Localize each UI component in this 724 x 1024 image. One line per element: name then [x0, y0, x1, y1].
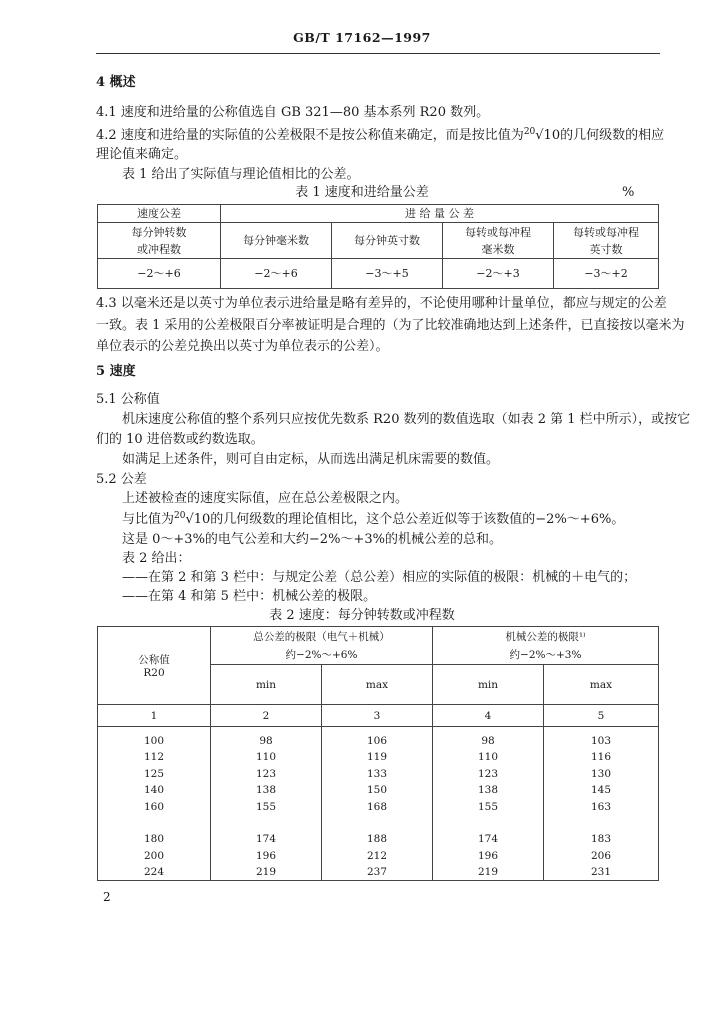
table2-max-header: max	[544, 665, 659, 705]
table2-col-number: 1	[98, 705, 211, 727]
table2-cell: 116	[544, 749, 659, 766]
table2-cell: 140	[98, 782, 211, 799]
table2-cell: 100	[98, 733, 211, 750]
table2-row	[98, 766, 659, 783]
table2-min-header: min	[211, 665, 322, 705]
table2-cell: 219	[433, 864, 544, 881]
section-4-heading: 4 概述	[96, 75, 136, 90]
table2-row	[98, 831, 659, 848]
table1-col2-header: 每分钟毫米数	[221, 223, 332, 259]
para-4-2-line1: 4.2 速度和进给量的实际值的公差极限不是按公称值来确定，而是按比值为$^{20}$√10的几何级数的相应	[96, 127, 665, 143]
heading-5-2: 5.2 公差	[96, 472, 147, 487]
para-5-2-line2: 与比值为$^{20}$√10的几何级数的理论值相比，这个总公差近似等于该数值的−2%～+6%。	[122, 511, 625, 527]
table2-cell: 180	[98, 831, 211, 848]
table1-cell: −3～+2	[554, 259, 659, 289]
table2-cell: 196	[211, 848, 322, 865]
table1-col4-header: 每转或每冲程 毫米数	[443, 223, 554, 259]
table2-row	[98, 864, 659, 881]
table2-cell: 163	[544, 799, 659, 816]
para-4-3-line1: 4.3 以毫米还是以英寸为单位表示进给量是略有差异的，不论使用哪种计量单位，都应与规定的公差	[96, 296, 667, 311]
header-rule	[96, 53, 660, 54]
table-1	[97, 204, 659, 289]
table2-mech-header-line2: 约−2%～+3%	[433, 646, 659, 665]
table2-row	[98, 749, 659, 766]
table1-cell: −2～+3	[443, 259, 554, 289]
table-2	[97, 626, 659, 881]
table1-cell: −2～+6	[98, 259, 221, 289]
table2-cell: 219	[211, 864, 322, 881]
para-5-2-line5: ——在第 2 和第 3 栏中：与规定公差（总公差）相应的实际值的极限：机械的＋电气的；	[122, 570, 637, 585]
table2-row	[98, 782, 659, 799]
table2-cell: 110	[433, 749, 544, 766]
table2-cell: 188	[322, 831, 433, 848]
para-5-1-line1: 机床速度公称值的整个系列只应按优先数系 R20 数列的数值选取（如表 2 第 1 栏中所示），或按它	[122, 412, 691, 427]
table2-cell: 106	[322, 733, 433, 750]
table2-row	[98, 848, 659, 865]
table2-cell: 110	[211, 749, 322, 766]
table1-cell: −3～+5	[332, 259, 443, 289]
table2-cell: 231	[544, 864, 659, 881]
table2-cell: 103	[544, 733, 659, 750]
table1-col3-header: 每分钟英寸数	[332, 223, 443, 259]
table2-cell: 196	[433, 848, 544, 865]
table2-row	[98, 799, 659, 816]
table2-cell: 168	[322, 799, 433, 816]
page-number: 2	[103, 890, 111, 904]
table2-col-number: 5	[544, 705, 659, 727]
table2-cell: 224	[98, 864, 211, 881]
table1-unit: %	[622, 185, 635, 200]
table1-caption: 表 1 速度和进给量公差	[295, 185, 429, 200]
table2-col-number: 4	[433, 705, 544, 727]
para-5-2-line6: ——在第 4 和第 5 栏中：机械公差的极限。	[122, 589, 377, 604]
table2-cell: 174	[211, 831, 322, 848]
table2-cell: 133	[322, 766, 433, 783]
para-4-2-line3: 表 1 给出了实际值与理论值相比的公差。	[122, 167, 360, 182]
table2-cell: 145	[544, 782, 659, 799]
table2-cell: 200	[98, 848, 211, 865]
running-header: GB/T 17162—1997	[293, 30, 431, 45]
para-5-1-line3: 如满足上述条件，则可自由定标，从而选出满足机床需要的数值。	[122, 452, 500, 467]
table2-cell: 206	[544, 848, 659, 865]
para-4-3-line2: 一致。表 1 采用的公差极限百分率被证明是合理的（为了比较准确地达到上述条件，已直接按以毫米为	[96, 318, 685, 333]
para-5-2-line4: 表 2 给出：	[122, 551, 191, 566]
table2-cell: 155	[433, 799, 544, 816]
table2-row	[98, 733, 659, 750]
table2-cell: 123	[211, 766, 322, 783]
table2-total-header-line1: 总公差的极限（电气＋机械）	[211, 627, 433, 646]
table2-cell: 174	[433, 831, 544, 848]
para-4-3-line3: 单位表示的公差兑换出以英寸为单位表示的公差）。	[96, 339, 389, 354]
table2-cell: 123	[433, 766, 544, 783]
table2-total-header-line2: 约−2%～+6%	[211, 646, 433, 665]
table2-col-number: 3	[322, 705, 433, 727]
para-5-1-line2: 们的 10 进倍数或约数选取。	[96, 432, 264, 447]
para-4-1: 4.1 速度和进给量的公称值选自 GB 321—80 基本系列 R20 数列。	[96, 105, 490, 120]
table2-cell: 130	[544, 766, 659, 783]
table2-cell: 237	[322, 864, 433, 881]
table2-cell: 112	[98, 749, 211, 766]
table2-cell: 155	[211, 799, 322, 816]
table1-header-speed: 速度公差	[98, 205, 221, 223]
table1-cell: −2～+6	[221, 259, 332, 289]
table2-cell: 138	[211, 782, 322, 799]
table2-max-header: max	[322, 665, 433, 705]
table2-cell: 138	[433, 782, 544, 799]
table2-cell: 125	[98, 766, 211, 783]
table1-header-feed: 进 给 量 公 差	[221, 205, 659, 223]
table2-min-header: min	[433, 665, 544, 705]
table1-col1-header: 每分钟转数 或冲程数	[98, 223, 221, 259]
table2-cell: 183	[544, 831, 659, 848]
table2-mech-header-line1: 机械公差的极限¹⁾	[433, 627, 659, 646]
table2-cell: 160	[98, 799, 211, 816]
table2-col-number: 2	[211, 705, 322, 727]
para-4-2-line2: 理论值来确定。	[96, 147, 188, 162]
section-5-heading: 5 速度	[96, 364, 136, 379]
table1-col5-header: 每转或每冲程 英寸数	[554, 223, 659, 259]
table2-cell: 98	[433, 733, 544, 750]
table2-nominal-header: 公称值 R20	[98, 627, 211, 705]
para-5-2-line3: 这是 0～+3%的电气公差和大约−2%～+3%的机械公差的总和。	[122, 532, 502, 547]
table2-cell: 150	[322, 782, 433, 799]
table2-cell: 212	[322, 848, 433, 865]
table2-cell: 119	[322, 749, 433, 766]
table2-caption: 表 2 速度：每分钟转数或冲程数	[269, 608, 455, 623]
table2-cell: 98	[211, 733, 322, 750]
para-5-2-line1: 上述被检查的速度实际值，应在总公差极限之内。	[122, 491, 409, 506]
heading-5-1: 5.1 公称值	[96, 392, 160, 407]
